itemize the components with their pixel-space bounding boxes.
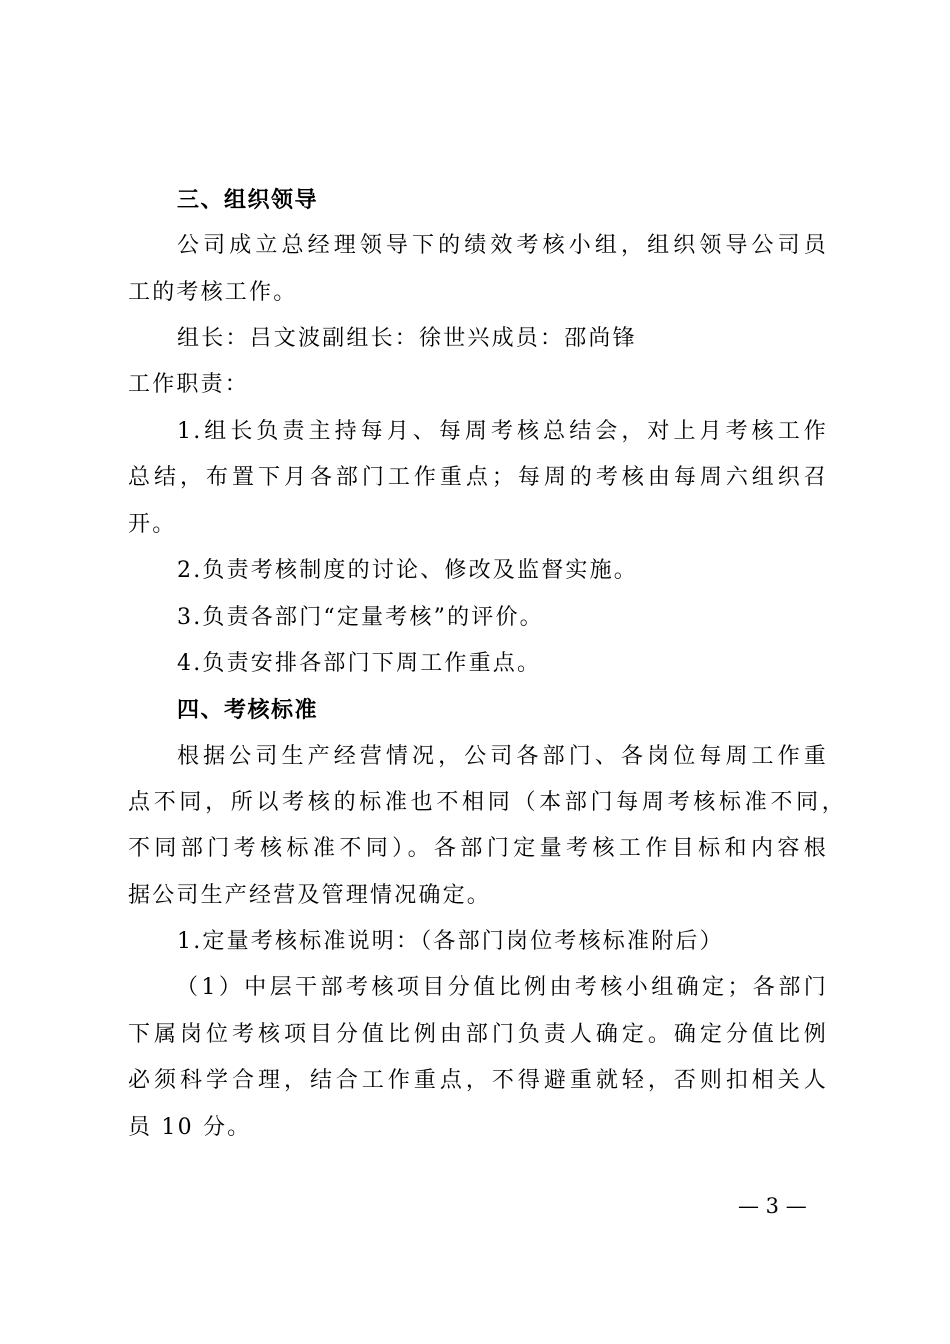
paragraph-line: 据公司生产经营及管理情况确定。	[128, 883, 492, 908]
paragraph-line: 开。	[128, 512, 177, 537]
page-number: — 3 —	[738, 1194, 807, 1218]
standard-item-1: 1.定量考核标准说明：（各部门岗位考核标准附后）	[177, 929, 724, 954]
duty-item-3: 3.负责各部门“定量考核”的评价。	[177, 605, 544, 630]
paragraph-line: 下属岗位考核项目分值比例由部门负责人确定。确定分值比例	[128, 1022, 828, 1047]
team-members-line: 组长：吕文波副组长：徐世兴成员：邵尚锋	[177, 326, 637, 351]
section-heading-organization: 三、组织领导	[177, 187, 319, 213]
duty-item-1: 1.组长负责主持每月、每周考核总结会，对上月考核工作	[177, 419, 828, 444]
duty-item-2: 2.负责考核制度的讨论、修改及监督实施。	[177, 558, 638, 583]
standard-subitem-1: （1）中层干部考核项目分值比例由考核小组确定；各部门	[176, 975, 828, 1000]
duty-item-4: 4.负责安排各部门下周工作重点。	[177, 651, 542, 676]
paragraph-line: 不同部门考核标准不同）。各部门定量考核工作目标和内容根	[128, 836, 828, 861]
duties-label: 工作职责：	[128, 372, 250, 397]
paragraph-line: 工的考核工作。	[128, 280, 298, 305]
paragraph-line: 总结，布置下月各部门工作重点；每周的考核由每周六组织召	[128, 465, 828, 490]
section-heading-standards: 四、考核标准	[177, 697, 319, 723]
paragraph-line: 必须科学合理，结合工作重点，不得避重就轻，否则扣相关人	[128, 1068, 828, 1093]
paragraph-line: 点不同，所以考核的标准也不相同（本部门每周考核标准不同，	[128, 790, 846, 815]
paragraph-line: 员 10 分。	[128, 1115, 252, 1140]
paragraph-line: 公司成立总经理领导下的绩效考核小组，组织领导公司员	[177, 233, 828, 258]
paragraph-line: 根据公司生产经营情况，公司各部门、各岗位每周工作重	[177, 744, 828, 769]
